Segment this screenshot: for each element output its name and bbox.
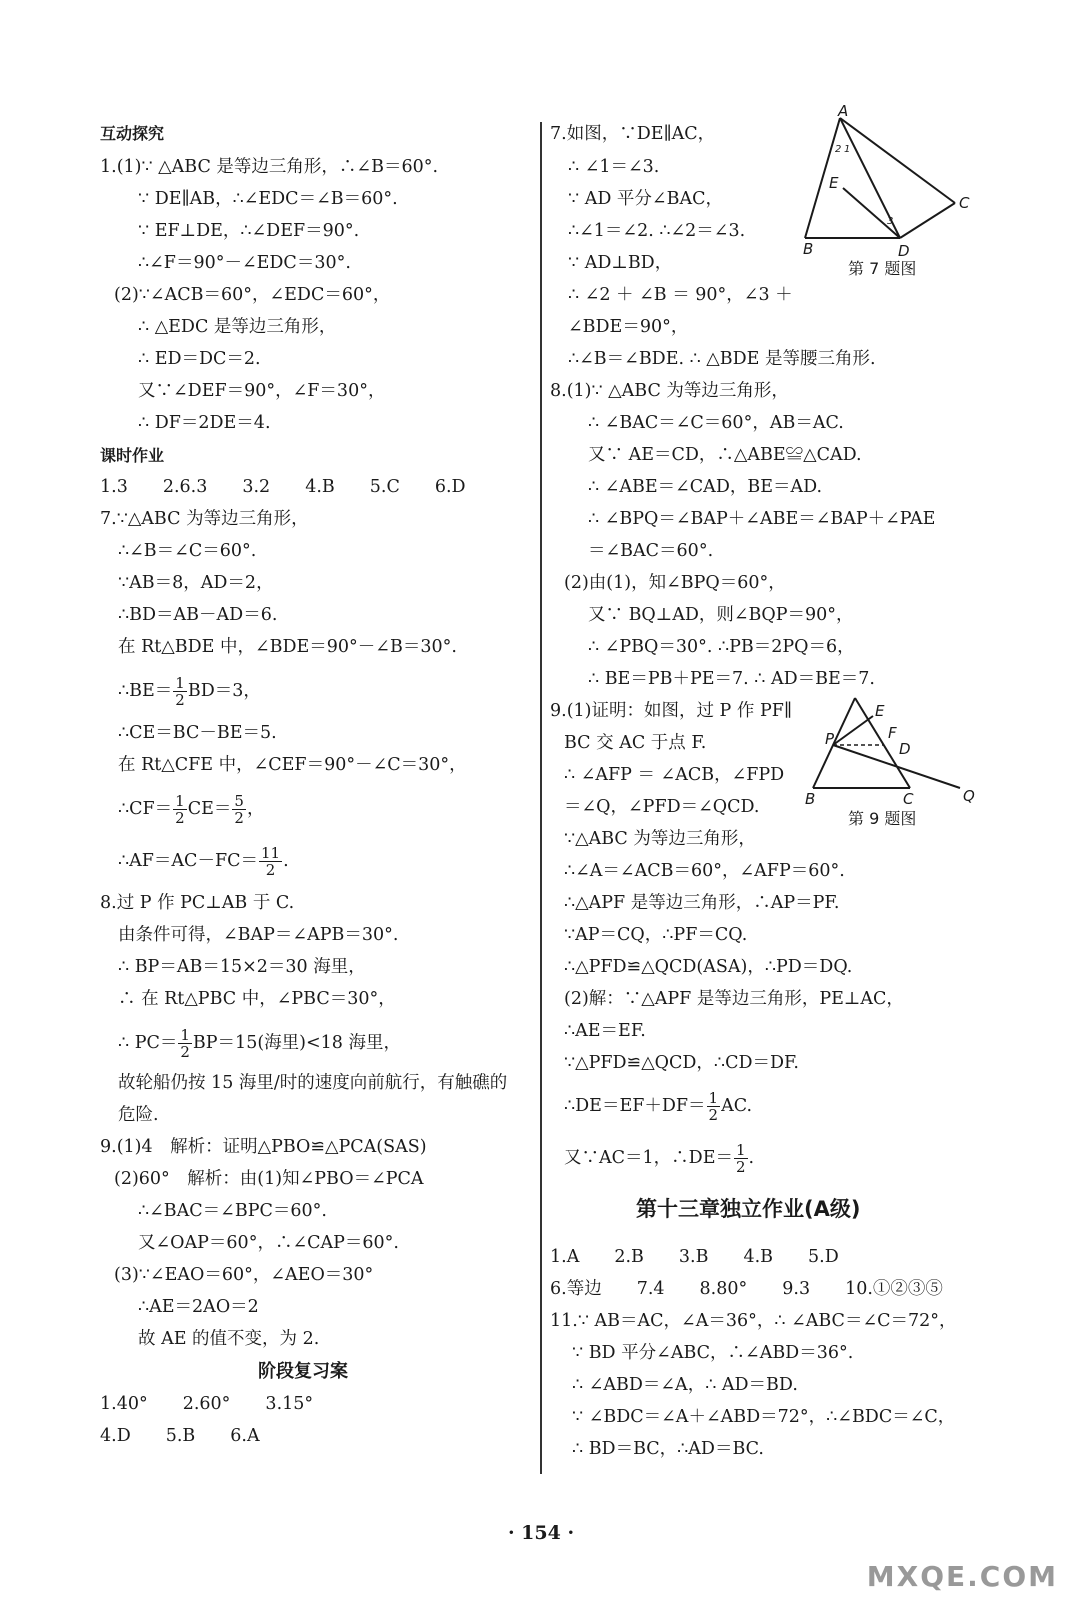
- answer-line: 6.等边 7.4 8.80° 9.3 10.①②③⑤: [550, 1279, 943, 1299]
- figure-7-caption: 第 7 题图: [848, 259, 917, 278]
- fraction: $\frac{1}{2}$: [175, 674, 185, 709]
- answer-line: ∴ ED＝DC＝2.: [138, 349, 261, 369]
- answer-line: ∴ BP＝AB＝15×2＝30 海里，: [118, 957, 366, 977]
- fraction: $\frac{1}{2}$: [180, 1026, 190, 1061]
- answer-line-fraction: 又∵AC＝1，∴DE＝ $\frac{1}{2}$ .: [564, 1141, 755, 1176]
- answer-line: ∵ EF⊥DE，∴∠DEF＝90°.: [138, 221, 360, 241]
- answer-line: ∵ BD 平分∠ABC，∴∠ABD＝36°.: [572, 1343, 854, 1363]
- fraction: $\frac{1}{2}$: [175, 792, 185, 827]
- answer-line: ∴AE＝2AO＝2: [138, 1297, 259, 1317]
- answer-line: ∠BDE＝90°，: [568, 317, 689, 337]
- answer-line: 1.40° 2.60° 3.15°: [100, 1394, 314, 1414]
- fig9-label-E: E: [875, 702, 885, 720]
- answer-line: ∴ ∠1＝∠3.: [568, 157, 660, 177]
- figure-9-diagram: [795, 688, 995, 806]
- watermark-logo: MXQE.COM: [866, 1560, 1058, 1593]
- fig7-label-A: A: [838, 102, 849, 120]
- fraction: $\frac{1}{2}$: [708, 1089, 719, 1124]
- answer-line: ∴ ∠PBQ＝30°. ∴PB＝2PQ＝6，: [588, 637, 855, 657]
- answer-line: ∵△ABC 为等边三角形，: [564, 829, 756, 849]
- fraction: $\frac{11}{2}$: [260, 844, 281, 879]
- answer-line: ∴∠B＝∠BDE. ∴ △BDE 是等腰三角形.: [568, 349, 876, 369]
- answer-line: 故轮船仍按 15 海里/时的速度向前航行，有触礁的: [118, 1073, 508, 1093]
- figure-7-diagram: [803, 102, 995, 278]
- fig9-label-D: D: [899, 740, 911, 758]
- section-heading-interactive: 互动探究: [100, 124, 165, 143]
- answer-line: 又∠OAP＝60°，∴∠CAP＝60°.: [138, 1233, 399, 1253]
- answer-line-fraction: ∴CF＝ $\frac{1}{2}$ CE＝ $\frac{5}{2}$ ，: [118, 792, 265, 827]
- answer-line: ∴∠BAC＝∠BPC＝60°.: [138, 1201, 327, 1221]
- answer-line: ∴ △EDC 是等边三角形，: [138, 317, 337, 337]
- answer-line: 在 Rt△CFE 中，∠CEF＝90°－∠C＝30°，: [118, 755, 467, 775]
- answer-line: 8.(1)∵ △ABC 为等边三角形，: [550, 381, 789, 401]
- answer-line: 7.如图，∵DE∥AC，: [550, 124, 716, 144]
- answer-line: BC 交 AC 于点 F.: [564, 733, 707, 753]
- answer-line-fraction: ∴ PC＝ $\frac{1}{2}$ BP＝15(海里)<18 海里，: [118, 1026, 401, 1061]
- fig9-label-P: P: [825, 730, 835, 748]
- answer-line: 又∵∠DEF＝90°，∠F＝30°，: [138, 381, 386, 401]
- answer-line: 9.(1)4 解析：证明△PBO≌△PCA(SAS): [100, 1137, 427, 1157]
- answer-line: ∴ BE＝PB＋PE＝7. ∴ AD＝BE＝7.: [588, 669, 875, 689]
- answer-line: ＝∠Q，∠PFD＝∠QCD.: [564, 797, 760, 817]
- answer-line: ∴∠A＝∠ACB＝60°，∠AFP＝60°.: [564, 861, 845, 881]
- section-heading-review: 阶段复习案: [258, 1361, 348, 1382]
- answer-line: ∴∠F＝90°－∠EDC＝30°.: [138, 253, 351, 273]
- answer-line: 4.D 5.B 6.A: [100, 1426, 260, 1446]
- answer-line: ∴ ∠2 ＋ ∠B ＝ 90°，∠3 ＋: [568, 285, 793, 305]
- answer-line-fraction: ∴AF＝AC－FC＝ $\frac{11}{2}$ .: [118, 844, 289, 879]
- column-divider: [540, 122, 542, 1474]
- answer-line: (2)解：∵△APF 是等边三角形，PE⊥AC，: [564, 989, 904, 1009]
- answer-line: (2)60° 解析：由(1)知∠PBO＝∠PCA: [114, 1169, 424, 1189]
- fig9-label-B: B: [805, 790, 816, 808]
- fraction: $\frac{5}{2}$: [234, 792, 244, 827]
- answer-line: ∴△APF 是等边三角形，∴AP＝PF.: [564, 893, 840, 913]
- answer-line: ∵AB＝8，AD＝2，: [118, 573, 274, 593]
- page-number: · 154 ·: [507, 1522, 575, 1544]
- answer-line: ∵ AD⊥BD，: [568, 253, 673, 273]
- answer-line-fraction: ∴BE＝ $\frac{1}{2}$ BD＝3，: [118, 674, 261, 709]
- answer-line: ∴∠B＝∠C＝60°.: [118, 541, 257, 561]
- answer-line: 又∵ BQ⊥AD，则∠BQP＝90°，: [588, 605, 854, 625]
- answer-line: ＝∠BAC＝60°.: [588, 541, 714, 561]
- answer-line: ∴CE＝BC－BE＝5.: [118, 723, 277, 743]
- fig7-angle-2: 2: [835, 144, 842, 155]
- answer-line: ∴ ∠BAC＝∠C＝60°，AB＝AC.: [588, 413, 844, 433]
- section-heading-homework: 课时作业: [100, 446, 165, 465]
- answer-line: ∴△PFD≌△QCD(ASA)，∴PD＝DQ.: [564, 957, 853, 977]
- answer-line-fraction: ∴DE＝EF＋DF＝ $\frac{1}{2}$ AC.: [564, 1089, 753, 1124]
- answer-line: (2)由(1)，知∠BPQ＝60°，: [564, 573, 786, 593]
- fig7-angle-3: 3: [887, 216, 894, 227]
- answer-line: ∴∠1＝∠2. ∴∠2＝∠3.: [568, 221, 746, 241]
- answer-line: ∵ DE∥AB，∴∠EDC＝∠B＝60°.: [138, 189, 398, 209]
- answer-line: 1.3 2.6.3 3.2 4.B 5.C 6.D: [100, 477, 466, 497]
- answer-line: 由条件可得，∠BAP＝∠APB＝30°.: [118, 925, 399, 945]
- figure-9-caption: 第 9 题图: [848, 809, 917, 828]
- answer-line: ∵△PFD≌△QCD，∴CD＝DF.: [564, 1053, 799, 1073]
- answer-line: ∵ ∠BDC＝∠A＋∠ABD＝72°，∴∠BDC＝∠C，: [572, 1407, 956, 1427]
- answer-line: 9.(1)证明：如图，过 P 作 PF∥: [550, 701, 792, 721]
- answer-line: 在 Rt△BDE 中，∠BDE＝90°－∠B＝30°.: [118, 637, 457, 657]
- fig7-angle-1: 1: [844, 144, 851, 155]
- fig7-label-E: E: [829, 174, 839, 192]
- answer-line: 7.∵△ABC 为等边三角形，: [100, 509, 309, 529]
- fig9-label-F: F: [888, 724, 897, 742]
- answer-line: (2)∵∠ACB＝60°，∠EDC＝60°，: [114, 285, 391, 305]
- answer-line: 1.A 2.B 3.B 4.B 5.D: [550, 1247, 839, 1267]
- answer-line: (3)∵∠EAO＝60°，∠AEO＝30°: [114, 1265, 374, 1285]
- answer-line: 又∵ AE＝CD，∴△ABE≌△CAD.: [588, 445, 862, 465]
- answer-line: ∴ 在 Rt△PBC 中，∠PBC＝30°，: [118, 989, 396, 1009]
- answer-line: ∴ DF＝2DE＝4.: [138, 413, 271, 433]
- answer-line: ∵ AD 平分∠BAC，: [568, 189, 723, 209]
- answer-line: 故 AE 的值不变，为 2.: [138, 1329, 320, 1349]
- fig9-label-C: C: [903, 790, 914, 808]
- answer-line: ∵AP＝CQ，∴PF＝CQ.: [564, 925, 748, 945]
- answer-line: ∴ ∠ABE＝∠CAD，BE＝AD.: [588, 477, 823, 497]
- fig7-label-C: C: [959, 194, 970, 212]
- fig9-label-Q: Q: [963, 787, 975, 805]
- fig7-label-B: B: [803, 240, 814, 258]
- answer-line: 危险.: [118, 1105, 159, 1125]
- answer-line: ∴BD＝AB－AD＝6.: [118, 605, 278, 625]
- answer-line: ∴ BD＝BC，∴AD＝BC.: [572, 1439, 764, 1459]
- answer-line: 11.∵ AB＝AC，∠A＝36°，∴ ∠ABC＝∠C＝72°，: [550, 1311, 957, 1331]
- answer-line: ∴AE＝EF.: [564, 1021, 646, 1041]
- section-heading-chapter: 第十三章独立作业(A级): [636, 1197, 861, 1221]
- fraction: $\frac{1}{2}$: [735, 1141, 746, 1176]
- answer-line: 8.过 P 作 PC⊥AB 于 C.: [100, 893, 295, 913]
- fig7-label-D: D: [898, 242, 910, 260]
- answer-line: ∴ ∠BPQ＝∠BAP＋∠ABE＝∠BAP＋∠PAE: [588, 509, 936, 529]
- answer-line: ∴ ∠AFP ＝ ∠ACB，∠FPD: [564, 765, 785, 785]
- answer-line: 1.(1)∵ △ABC 是等边三角形，∴∠B＝60°.: [100, 157, 439, 177]
- answer-line: ∴ ∠ABD＝∠A，∴ AD＝BD.: [572, 1375, 798, 1395]
